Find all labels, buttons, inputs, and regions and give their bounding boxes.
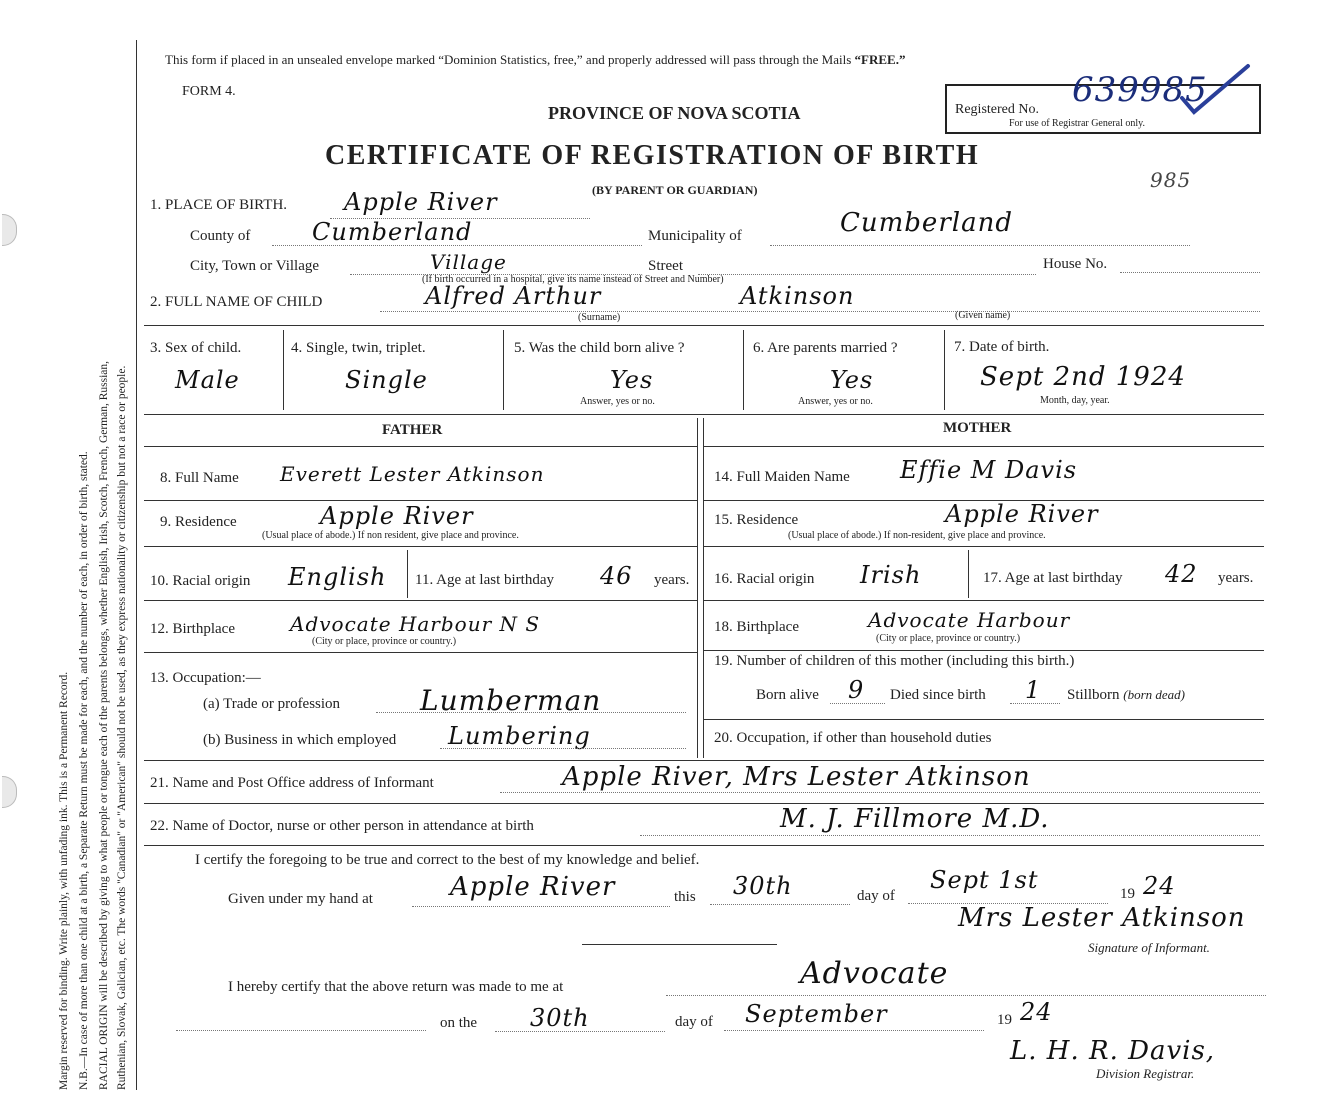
plurality-label: 4. Single, twin, triplet. [291, 340, 426, 356]
business-value: Lumbering [448, 722, 591, 750]
place-of-birth-value: Apple River [344, 188, 498, 216]
father-heading: FATHER [382, 422, 443, 438]
informant-label: 21. Name and Post Office address of Informant [150, 775, 434, 791]
alive-caption: Answer, yes or no. [580, 396, 655, 407]
father-racial-label: 10. Racial origin [150, 573, 251, 589]
registrar-caption: Division Registrar. [1096, 1066, 1195, 1081]
father-name-label: 8. Full Name [160, 470, 239, 486]
married-value: Yes [830, 366, 874, 394]
on-year-prefix: 19 [997, 1012, 1012, 1028]
mother-residence-label: 15. Residence [714, 512, 799, 528]
city-value: Village [430, 250, 507, 274]
sex-value: Male [175, 366, 240, 394]
father-racial-value: English [288, 563, 387, 591]
municipality-value: Cumberland [840, 208, 1013, 238]
given-under-hand-label: Given under my hand at [228, 891, 373, 907]
trade-value: Lumberman [420, 684, 602, 717]
year-prefix: 19 [1120, 886, 1135, 902]
business-label: (b) Business in which employed [203, 732, 397, 748]
document-title: CERTIFICATE OF REGISTRATION OF BIRTH [325, 140, 980, 171]
city-label: City, Town or Village [190, 258, 320, 274]
given-place-value: Apple River [450, 872, 616, 902]
on-the-label: on the [440, 1015, 478, 1031]
stillborn-label: Stillborn (born dead) [1067, 687, 1186, 703]
dob-value: Sept 2nd 1924 [980, 362, 1186, 392]
registered-value: 639985 [1072, 70, 1208, 110]
mother-racial-label: 16. Racial origin [714, 571, 815, 587]
father-residence-label: 9. Residence [160, 514, 237, 530]
dob-caption: Month, day, year. [1040, 395, 1110, 406]
mother-residence-note: (Usual place of abode.) If non-resident, give place and province. [788, 530, 1046, 541]
alive-value: Yes [610, 366, 654, 394]
plurality-value: Single [345, 366, 428, 394]
punch-hole [2, 214, 17, 246]
on-month-value: September [745, 1000, 888, 1028]
doctor-label: 22. Name of Doctor, nurse or other person in attendance at birth [150, 818, 534, 834]
corner-number: 985 [1150, 168, 1192, 192]
occupation-label: 13. Occupation:— [150, 670, 261, 686]
born-alive-value: 9 [848, 676, 865, 704]
child-surname: Atkinson [740, 282, 855, 310]
married-caption: Answer, yes or no. [798, 396, 873, 407]
checkmark-icon [1180, 60, 1252, 120]
child-name-label: 2. FULL NAME OF CHILD [150, 294, 323, 310]
doctor-value: M. J. Fillmore M.D. [780, 804, 1050, 834]
mother-birthplace-note: (City or place, province or country.) [876, 633, 1021, 644]
father-birthplace-label: 12. Birthplace [150, 621, 235, 637]
on-year-value: 24 [1020, 998, 1053, 1026]
informant-value: Apple River, Mrs Lester Atkinson [562, 762, 1031, 792]
father-residence-value: Apple River [320, 502, 474, 530]
born-alive-label: Born alive [756, 687, 819, 703]
father-name-value: Everett Lester Atkinson [280, 462, 545, 486]
province-heading: PROVINCE OF NOVA SCOTIA [548, 103, 801, 123]
margin-note-1: Margin reserved for binding. Write plainly, with unfading ink. This is a Permanent Record. [58, 671, 70, 1090]
punch-hole [2, 776, 17, 808]
sex-label: 3. Sex of child. [150, 340, 242, 356]
father-age-value: 46 [600, 562, 633, 590]
registrar-note: For use of Registrar General only. [1009, 118, 1145, 129]
day-of-label: day of [857, 888, 895, 904]
mother-racial-value: Irish [860, 561, 922, 589]
alive-label: 5. Was the child born alive ? [514, 340, 685, 356]
married-label: 6. Are parents married ? [753, 340, 898, 356]
day-value: 30th [733, 872, 793, 900]
surname-caption: (Surname) [578, 312, 621, 323]
signature-caption: Signature of Informant. [1088, 940, 1210, 955]
father-residence-note: (Usual place of abode.) If non resident, give place and province. [262, 530, 519, 541]
margin-rule [136, 40, 137, 1090]
year-value: 24 [1143, 872, 1176, 900]
trade-label: (a) Trade or profession [203, 696, 341, 712]
margin-note-2: N.B.—In case of more than one child at a birth, a Separate Return must be made for each, and the number of each, in order of birth, stated. [78, 451, 90, 1090]
document-subtitle: (BY PARENT OR GUARDIAN) [592, 183, 758, 197]
return-place-value: Advocate [800, 956, 949, 991]
mother-age-label: 17. Age at last birthday [983, 570, 1123, 586]
street-label: Street [648, 258, 683, 274]
return-statement: I hereby certify that the above return was made to me at [228, 979, 564, 995]
child-given-name: Alfred Arthur [425, 282, 602, 310]
died-since-birth-value: 1 [1025, 676, 1042, 704]
mother-occupation-label: 20. Occupation, if other than household duties [714, 730, 992, 746]
mother-birthplace-value: Advocate Harbour [868, 608, 1071, 632]
county-value: Cumberland [312, 218, 473, 246]
father-age-label: 11. Age at last birthday [415, 572, 554, 588]
place-of-birth-label: 1. PLACE OF BIRTH. [150, 197, 288, 213]
children-count-label: 19. Number of children of this mother (including this birth.) [714, 653, 1075, 669]
form-number: FORM 4. [182, 84, 236, 99]
on-day-of-label: day of [675, 1014, 713, 1030]
mother-heading: MOTHER [943, 420, 1012, 436]
month-value: Sept 1st [930, 866, 1039, 894]
given-caption: (Given name) [955, 310, 1011, 321]
mother-name-value: Effie M Davis [900, 456, 1078, 484]
this-label: this [674, 889, 696, 905]
margin-note-4: Ruthenian, Slovak, Galician, etc. The words "Canadian" or "American" should not be used, as they express nationality or citizenship but not a race or people. [116, 365, 128, 1090]
registered-label: Registered No. [955, 102, 1039, 117]
mother-birthplace-label: 18. Birthplace [714, 619, 799, 635]
municipality-label: Municipality of [648, 228, 742, 244]
certify-statement: I certify the foregoing to be true and correct to the best of my knowledge and belief. [195, 852, 700, 868]
mother-age-value: 42 [1165, 560, 1198, 588]
mother-years: years. [1218, 570, 1254, 586]
informant-signature: Mrs Lester Atkinson [958, 903, 1246, 933]
margin-note-3: RACIAL ORIGIN will be described by giving to what people or tongue each of the parents belongs, whether English, Irish, Scotch, French, German, Russian, [98, 360, 110, 1090]
dob-label: 7. Date of birth. [954, 339, 1050, 355]
mother-name-label: 14. Full Maiden Name [714, 469, 850, 485]
mail-notice: This form if placed in an unsealed envelope marked “Dominion Statistics, free,” and properly addressed will pass through the Mails “FREE.” [165, 52, 906, 67]
father-years: years. [654, 572, 690, 588]
county-label: County of [190, 228, 251, 244]
father-birthplace-note: (City or place, province or country.) [312, 636, 457, 647]
house-label: House No. [1043, 256, 1108, 272]
died-since-birth-label: Died since birth [890, 687, 986, 703]
hospital-note: (If birth occurred in a hospital, give its name instead of Street and Number) [422, 274, 724, 285]
binding-margin [0, 0, 140, 1107]
mother-residence-value: Apple River [945, 500, 1099, 528]
father-birthplace-value: Advocate Harbour N S [290, 612, 541, 636]
registrar-signature: L. H. R. Davis, [1010, 1036, 1216, 1066]
on-day-value: 30th [530, 1004, 590, 1032]
